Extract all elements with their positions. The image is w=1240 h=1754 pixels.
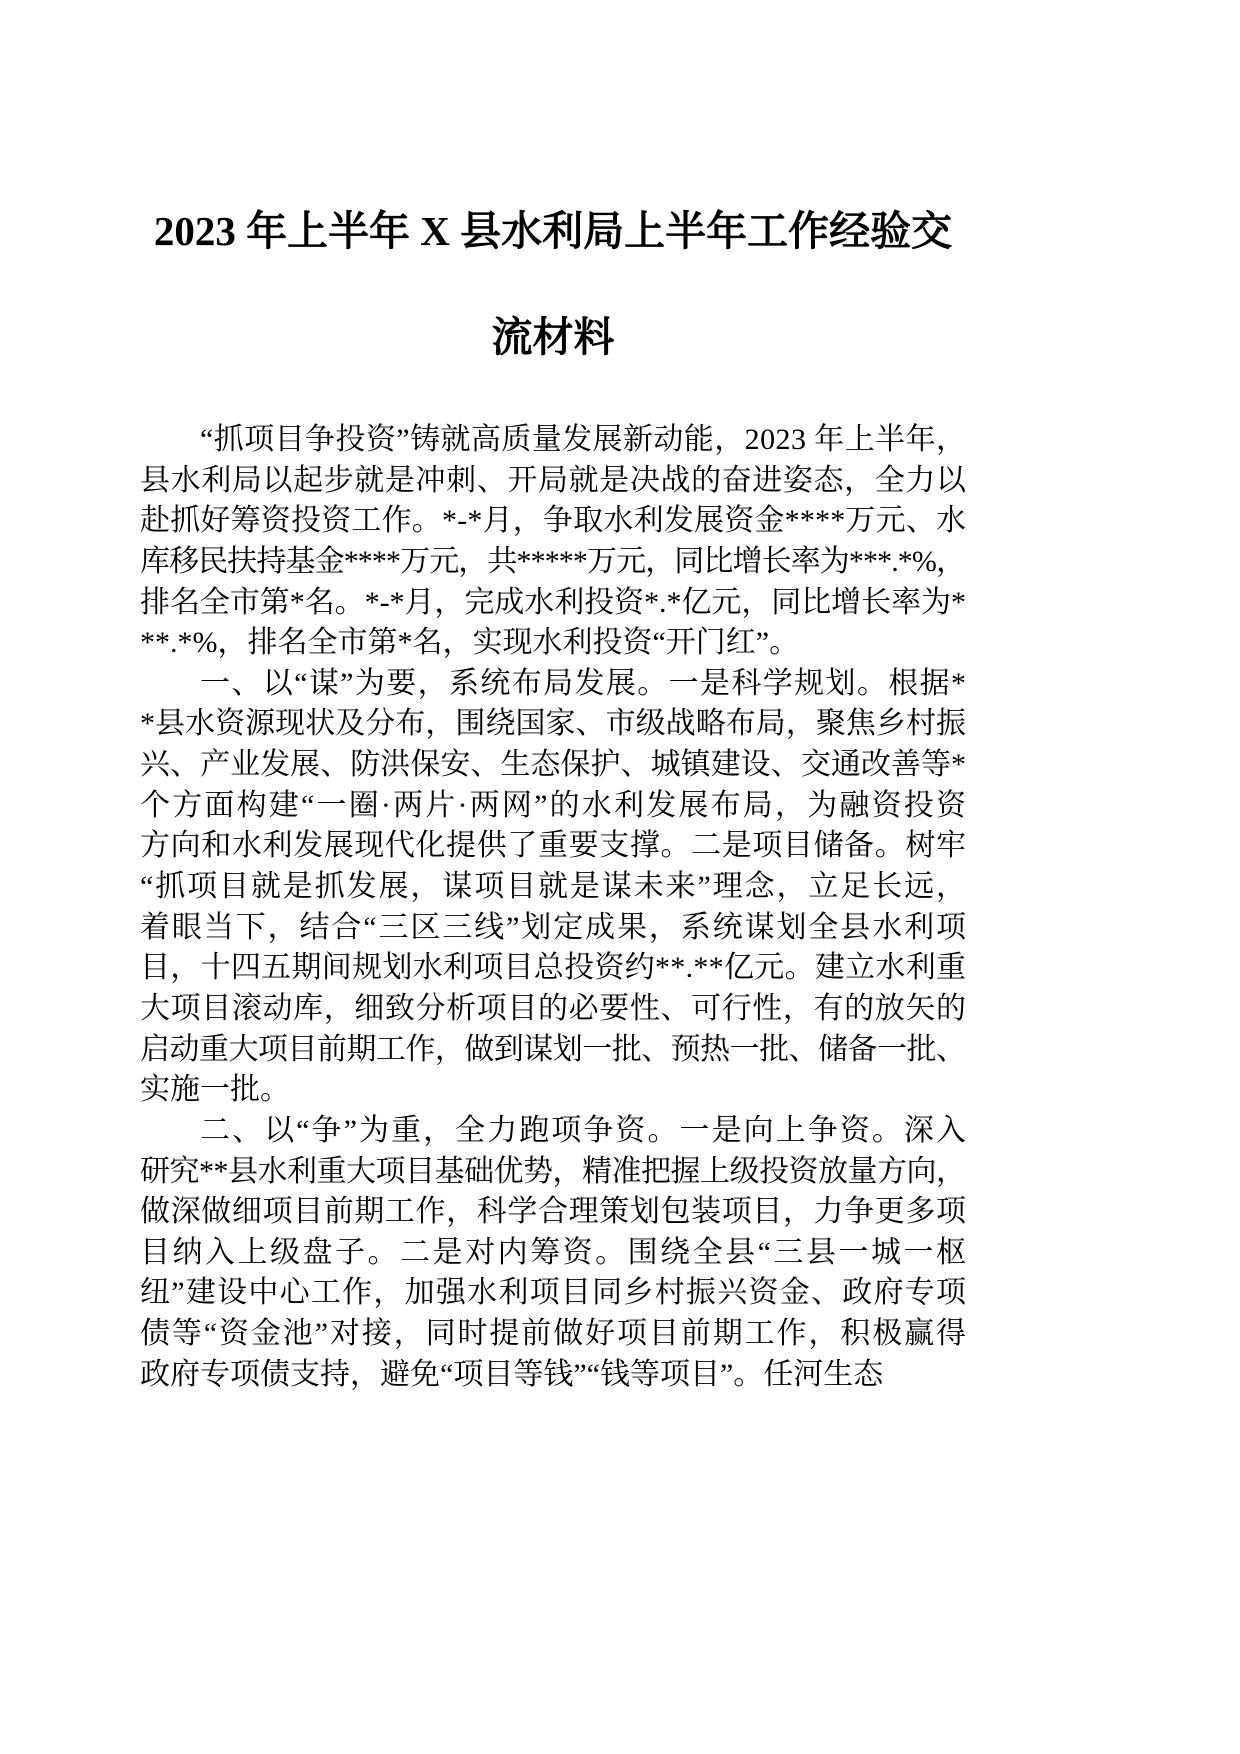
text-line: 二、以“争”为重，全力跑项争资。一是向上争资。深入 bbox=[200, 1113, 969, 1147]
document-title bbox=[140, 178, 966, 390]
text-line: 纽”建设中心工作，加强水利项目同乡村振兴资金、政府专项 bbox=[140, 1276, 968, 1310]
text-line: 赴抓好筹资投资工作。*-*月，争取水利发展资金****万元、水 bbox=[140, 504, 967, 538]
title-line: 2023 年上半年 X 县水利局上半年工作经验交 bbox=[153, 208, 953, 254]
text-line: 研究**县水利重大项目基础优势，精准把握上级投资放量方向， bbox=[140, 1154, 966, 1188]
text-line: 库移民扶持基金****万元，共*****万元，同比增长率为***.*%， bbox=[140, 544, 966, 578]
text-line: 大项目滚动库，细致分析项目的必要性、可行性，有的放矢的 bbox=[140, 991, 967, 1025]
text-line: 方向和水利发展现代化提供了重要支撑。二是项目储备。树牢 bbox=[140, 829, 967, 863]
section-1-paragraph bbox=[140, 664, 969, 1111]
text-line: *县水资源现状及分布，围绕国家、市级战略布局，聚焦乡村振 bbox=[140, 707, 967, 741]
text-line: “抓项目就是抓发展，谋项目就是谋未来”理念，立足长远， bbox=[140, 870, 968, 904]
section-2-paragraph bbox=[140, 1111, 969, 1395]
text-line: 实施一批。 bbox=[140, 1073, 290, 1107]
intro-paragraph bbox=[140, 420, 966, 664]
title-line: 流材料 bbox=[491, 314, 615, 360]
text-line: 债等“资金池”对接，同时提前做好项目前期工作，积极赢得 bbox=[140, 1317, 968, 1351]
text-line: 一、以“谋”为要，系统布局发展。一是科学规划。根据* bbox=[200, 666, 968, 700]
text-line: 县水利局以起步就是冲刺、开局就是决战的奋进姿态，全力以 bbox=[140, 463, 967, 497]
text-line: 着眼当下，结合“三区三线”划定成果，系统谋划全县水利项 bbox=[140, 910, 968, 944]
text-line: 政府专项债支持，避免“项目等钱”“钱等项目”。任河生态 bbox=[140, 1357, 884, 1391]
text-line: 兴、产业发展、防洪保安、生态保护、城镇建设、交通改善等* bbox=[140, 748, 967, 782]
text-line: 个方面构建“一圈·两片·两网”的水利发展布局，为融资投资 bbox=[140, 788, 969, 822]
text-line: 启动重大项目前期工作，做到谋划一批、预热一批、储备一批、 bbox=[140, 1032, 966, 1066]
text-line: 做深做细项目前期工作，科学合理策划包装项目，力争更多项 bbox=[140, 1195, 967, 1229]
text-line: 排名全市第*名。*-*月，完成水利投资*.*亿元，同比增长率为* bbox=[140, 585, 966, 619]
text-line: 目，十四五期间规划水利项目总投资约**.**亿元。建立水利重 bbox=[140, 951, 967, 985]
text-line: 目纳入上级盘子。二是对内筹资。围绕全县“三县一城一枢 bbox=[140, 1235, 969, 1269]
text-line: “抓项目争投资”铸就高质量发展新动能，2023 年上半年， bbox=[200, 423, 967, 456]
document-body bbox=[140, 420, 969, 1395]
text-line: **.*%，排名全市第*名，实现水利投资“开门红”。 bbox=[140, 626, 800, 660]
